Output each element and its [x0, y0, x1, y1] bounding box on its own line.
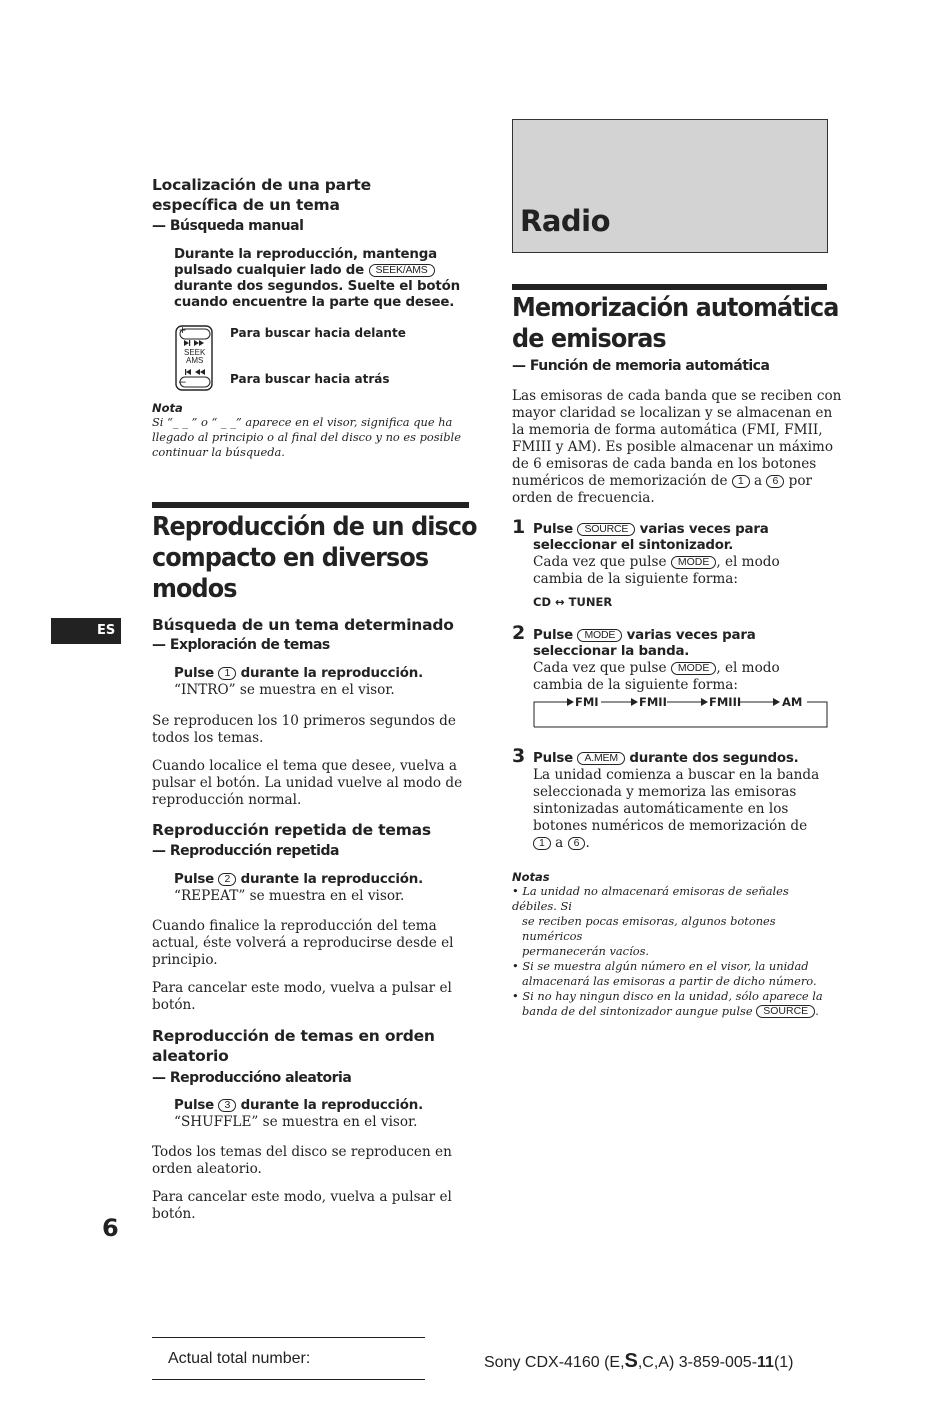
repeat-title: Reproducción repetida de temas	[152, 821, 431, 839]
seek-rocker-illustration	[174, 325, 214, 391]
paragraph-line: orden de frecuencia.	[512, 490, 655, 506]
step-text: Cada vez que pulse	[533, 554, 667, 570]
shuffle-title-line: aleatorio	[152, 1047, 229, 1065]
language-tab-label: ES	[97, 623, 116, 638]
step-line	[533, 660, 780, 677]
backward-search-label: Para buscar hacia atrás	[230, 372, 390, 386]
instruction-text: Pulse	[174, 1098, 214, 1113]
footer-rule-top	[152, 1337, 425, 1338]
shuffle-paragraph-2	[152, 1189, 452, 1223]
double-arrow-icon: ↔	[555, 595, 565, 609]
model-code-version: 11	[757, 1354, 774, 1371]
manual-search-instruction	[174, 247, 460, 311]
language-tab	[51, 618, 121, 644]
chapter-banner	[512, 119, 828, 253]
page-number: 6	[102, 1214, 119, 1242]
instruction-line	[174, 666, 423, 682]
paragraph-line: Todos los temas del disco se reproducen en	[152, 1144, 452, 1160]
step-text: varias veces para	[626, 628, 756, 643]
step-text: Pulse	[533, 522, 573, 537]
preset-2-key: 2	[218, 873, 236, 886]
note-line: • Si no hay ningun disco en la unidad, sólo aparece la	[512, 989, 823, 1003]
note-text: banda de del sintonizador aungue pulse	[522, 1004, 753, 1018]
step-line	[533, 554, 780, 571]
manual-search-title	[152, 175, 371, 215]
instruction-text: Pulse	[174, 872, 214, 887]
rocker-plus-label: +	[179, 323, 187, 337]
step-line: cambia de la siguiente forma:	[533, 571, 738, 587]
instruction-result: “INTRO” se muestra en el visor.	[174, 682, 395, 698]
note-line: permanecerán vacíos.	[522, 944, 650, 958]
note-line: se reciben pocas emisoras, algunos botones numéricos	[522, 914, 776, 943]
cd-tuner-flow	[533, 595, 780, 609]
step-text: durante dos segundos.	[629, 751, 799, 766]
manual-search-title-line1: Localización de una parte	[152, 176, 371, 194]
flow-cd: CD	[533, 595, 551, 609]
step-line	[533, 751, 819, 767]
paragraph-line: Las emisoras de cada banda que se reciben con	[512, 388, 842, 404]
section-title	[152, 512, 477, 605]
paragraph-line: botón.	[152, 997, 196, 1013]
paragraph-line	[512, 473, 841, 490]
note-line: Si “_ _ ” o “ _ _” aparece en el visor, significa que ha	[152, 415, 453, 429]
intro-paragraph-1	[152, 713, 456, 747]
instruction-result: “REPEAT” se muestra en el visor.	[174, 888, 405, 904]
step-2-number: 2	[512, 622, 526, 644]
seek-ams-key: SEEK/AMS	[369, 264, 435, 277]
instruction-line	[174, 872, 423, 888]
shuffle-paragraph-1	[152, 1144, 452, 1178]
chapter-title: Radio	[520, 204, 611, 238]
intro-title: Búsqueda de un tema determinado	[152, 616, 454, 634]
band-fmi: FMI	[575, 695, 599, 709]
step-text: Pulse	[533, 628, 573, 643]
repeat-instruction	[174, 872, 423, 905]
note-text	[152, 415, 472, 460]
step-text: Cada vez que pulse	[533, 660, 667, 676]
note-line: llegado al principio o al final del disco y no es posible	[152, 430, 461, 444]
step-text: , el modo	[716, 660, 780, 676]
section-divider	[512, 284, 827, 290]
paragraph-line: orden aleatorio.	[152, 1161, 262, 1177]
paragraph-line: Cuando localice el tema que desee, vuelva a	[152, 758, 457, 774]
intro-subtitle: — Exploración de temas	[152, 637, 330, 653]
paragraph-text: a	[754, 473, 763, 489]
shuffle-title-line: Reproducción de temas en orden	[152, 1027, 435, 1045]
rocker-minus-label: –	[179, 374, 186, 388]
instruction-result: “SHUFFLE” se muestra en el visor.	[174, 1114, 418, 1130]
instruction-line	[174, 1098, 423, 1114]
paragraph-text: numéricos de memorización de	[512, 473, 728, 489]
paragraph-line: FMIII y AM). Es posible almacenar un máximo	[512, 439, 834, 455]
intro-instruction	[174, 666, 423, 699]
note-line: • Si se muestra algún número en el visor, la unidad	[512, 959, 809, 973]
step-line	[533, 628, 780, 644]
paragraph-line: Para cancelar este modo, vuelva a pulsar el	[152, 1189, 452, 1205]
band-cycle-diagram	[533, 692, 828, 730]
preset-3-key: 3	[218, 1099, 236, 1112]
section-divider	[152, 502, 469, 508]
intro-paragraph	[512, 388, 841, 507]
section-title-line: Reproducción de un disco	[152, 512, 477, 542]
band-fmiii: FMIII	[709, 695, 742, 709]
instruction-text: durante la reproducción.	[240, 666, 423, 681]
paragraph-line: actual, éste volverá a reproducirse desde el	[152, 935, 454, 951]
flow-tuner: TUNER	[568, 595, 613, 609]
preset-1-key: 1	[218, 667, 236, 680]
paragraph-line: botón.	[152, 1206, 196, 1222]
rocker-ams-label: AMS	[186, 356, 204, 365]
model-code-part: (1)	[773, 1354, 794, 1371]
step-text: .	[585, 835, 590, 851]
instruction-text: Pulse	[174, 666, 214, 681]
paragraph-line: Cuando finalice la reproducción del tema	[152, 918, 437, 934]
source-key: SOURCE	[577, 523, 635, 536]
note-line: almacenará las emisoras a partir de dicho número.	[522, 974, 817, 988]
model-code-part: Sony CDX-4160 (E,	[484, 1354, 625, 1371]
step-1-number: 1	[512, 516, 526, 538]
notes-title: Notas	[512, 870, 550, 884]
mode-key: MODE	[577, 629, 622, 642]
note-title: Nota	[152, 401, 183, 415]
footer-rule-bottom	[152, 1379, 425, 1380]
step-text: Pulse	[533, 751, 573, 766]
preset-6-key: 6	[568, 837, 586, 850]
step-line: seleccionar la banda.	[533, 644, 690, 659]
repeat-paragraph-2	[152, 980, 452, 1014]
paragraph-text: por	[788, 473, 813, 489]
step-line: seleccionada y memoriza las emisoras	[533, 784, 797, 800]
instruction-text: durante la reproducción.	[240, 872, 423, 887]
step-line	[533, 522, 780, 538]
instruction-text: pulsado cualquier lado de	[174, 263, 365, 278]
section-title-line: de emisoras	[512, 324, 666, 354]
paragraph-line: principio.	[152, 952, 218, 968]
instruction-line: cuando encuentre la parte que desee.	[174, 295, 455, 310]
paragraph-line: Para cancelar este modo, vuelva a pulsar el	[152, 980, 452, 996]
step-line: seleccionar el sintonizador.	[533, 538, 734, 553]
note-line: continuar la búsqueda.	[152, 445, 285, 459]
paragraph-line: mayor claridad se localizan y se almacenan en	[512, 405, 833, 421]
repeat-subtitle: — Reproducción repetida	[152, 843, 339, 859]
intro-paragraph-2	[152, 758, 462, 809]
section-title-line: compacto en diversos	[152, 543, 429, 573]
note-line: • La unidad no almacenará emisoras de señales débiles. Si	[512, 884, 789, 913]
section-subtitle: — Función de memoria automática	[512, 358, 770, 374]
step-line: La unidad comienza a buscar en la banda	[533, 767, 820, 783]
paragraph-line: Se reproducen los 10 primeros segundos de	[152, 713, 456, 729]
paragraph-line: pulsar el botón. La unidad vuelve al modo de	[152, 775, 463, 791]
section-title-line: Memorización automática	[512, 293, 839, 323]
actual-total-label: Actual total number:	[168, 1350, 311, 1367]
step-text: varias veces para	[639, 522, 769, 537]
repeat-paragraph-1	[152, 918, 454, 969]
step-1-content	[533, 522, 780, 609]
model-code-part: ,C,A) 3-859-005-	[637, 1354, 758, 1371]
notes-list	[512, 884, 832, 1019]
band-am: AM	[782, 695, 803, 709]
instruction-line: Durante la reproducción, mantenga	[174, 247, 437, 262]
manual-search-subtitle: — Búsqueda manual	[152, 218, 304, 234]
shuffle-subtitle: — Reproduccióno aleatoria	[152, 1070, 352, 1086]
note-line	[512, 1004, 832, 1019]
step-text: , el modo	[716, 554, 780, 570]
paragraph-line: la memoria de forma automática (FMI, FMII,	[512, 422, 823, 438]
rocker-seek-label: SEEK	[184, 348, 206, 357]
shuffle-title	[152, 1026, 435, 1066]
shuffle-instruction	[174, 1098, 423, 1131]
step-3-content	[533, 751, 819, 852]
step-line: sintonizadas automáticamente en los	[533, 801, 789, 817]
section-title	[512, 293, 839, 355]
paragraph-line: de 6 emisoras de cada banda en los botones	[512, 456, 817, 472]
band-fmii: FMII	[639, 695, 667, 709]
model-code-region: S	[624, 1350, 638, 1372]
paragraph-line: reproducción normal.	[152, 792, 302, 808]
instruction-line: durante dos segundos. Suelte el botón	[174, 279, 460, 294]
step-text: a	[555, 835, 564, 851]
preset-1-key: 1	[732, 475, 750, 488]
step-2-content	[533, 628, 780, 694]
preset-6-key: 6	[766, 475, 784, 488]
source-key: SOURCE	[756, 1005, 815, 1018]
step-line	[533, 835, 819, 852]
model-code	[484, 1350, 794, 1373]
manual-search-title-line2: específica de un tema	[152, 196, 340, 214]
mode-key: MODE	[671, 662, 717, 675]
step-3-number: 3	[512, 745, 526, 767]
forward-search-label: Para buscar hacia delante	[230, 326, 406, 340]
mode-key: MODE	[671, 556, 717, 569]
amem-key: A.MEM	[577, 752, 624, 765]
step-line: botones numéricos de memorización de	[533, 818, 808, 834]
step-line: cambia de la siguiente forma:	[533, 677, 738, 693]
instruction-line	[174, 263, 460, 279]
section-title-line: modos	[152, 574, 237, 604]
instruction-text: durante la reproducción.	[240, 1098, 423, 1113]
paragraph-line: todos los temas.	[152, 730, 264, 746]
note-text: .	[815, 1004, 819, 1018]
preset-1-key: 1	[533, 837, 551, 850]
